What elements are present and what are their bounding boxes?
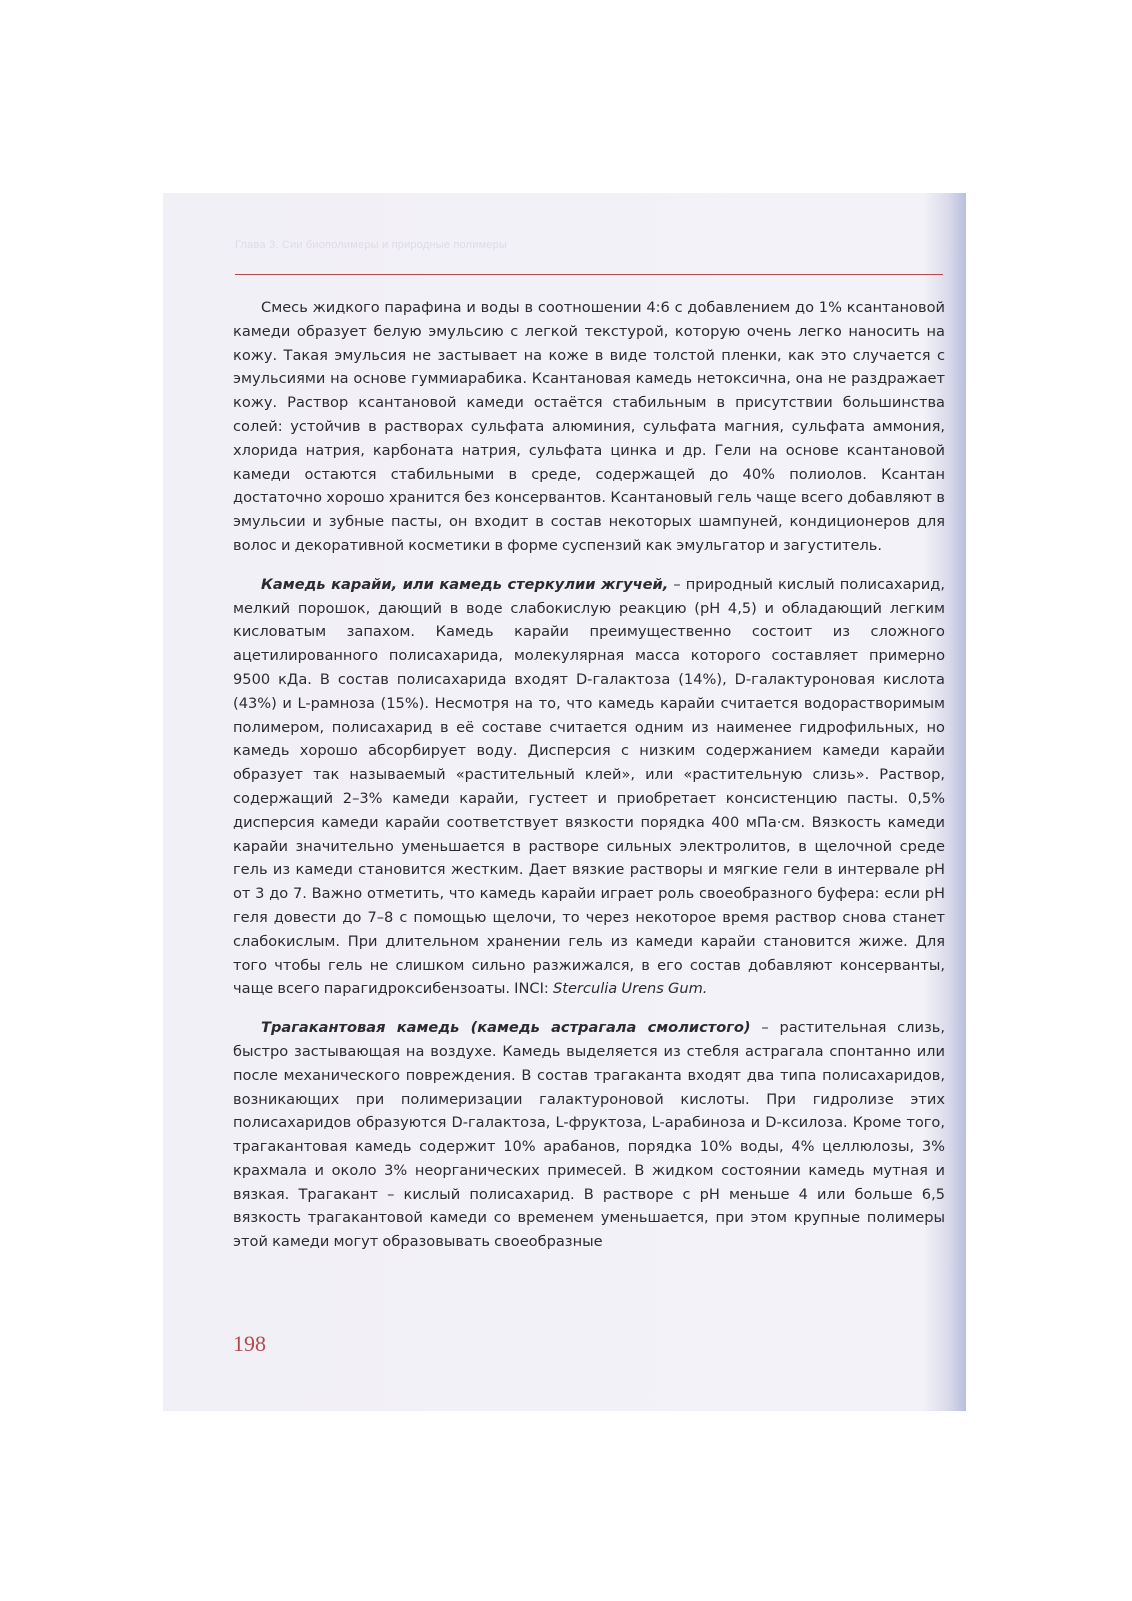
page-number: 198 <box>233 1331 266 1356</box>
body-text <box>233 296 945 1254</box>
paragraph-text: – природный кислый полисахарид, мелкий порошок, дающий в воде слабокислую реакцию (pH 4,5) и обладающий легким кисловатым запахом. Камедь карайи преимущественно состоит из сложного ацетилированного полисахарида, молекулярная масса которого составляет примерно 9500 кДа. В состав полисахарида входят D-галактоза (14%), D-галактуроновая кислота (43%) и L-рамноза (15%). Несмотря на то, что камедь карайи считается водорастворимым полимером, полисахарид в её составе считается одним из наименее гидрофильных, но камедь хорошо абсорбирует воду. Дисперсия с низким содержанием камеди карайи образует так называемый «растительный клей», или «растительную слизь». Раствор, содержащий 2–3% камеди карайи, густеет и приобретает консистенцию пасты. 0,5% дисперсия камеди карайи соответствует вязкости порядка 400 мПа·см. Вязкость камеди карайи значительно уменьшается в растворе сильных электролитов, в щелочной среде гель из камеди становится жестким. Дает вязкие растворы и мягкие гели в интервале pH от 3 до 7. Важно отметить, что камедь карайи играет роль своеобразного буфера: если pH геля довести до 7–8 с помощью щелочи, то через некоторое время раствор снова станет слабокислым. При длительном хранении гель из камеди карайи становится жиже. Для того чтобы гель не слишком сильно разжижался, в его состав добавляют консерванты, чаще всего парагидроксибензоаты. INCI: <box>233 575 946 998</box>
term-karaya: Камедь карайи, или камедь стеркулии жгучей, <box>261 575 669 593</box>
paragraph-xanthan <box>233 296 945 558</box>
term-tragacanth: Трагакантовая камедь (камедь астрагала смолистого) <box>261 1019 751 1037</box>
paragraph-text: – растительная слизь, быстро застывающая на воздухе. Камедь выделяется из стебля астрагала спонтанно или после механического повреждения. В состав трагаканта входят два типа полисахаридов, возникающих при полимеризации галактуроновой кислоты. При гидролизе этих полисахаридов образуются D-галактоза, L-фруктоза, L-арабиноза и D-ксилоза. Кроме того, трагакантовая камедь содержит 10% арабанов, порядка 10% воды, 4% целлюлозы, 3% крахмала и около 3% неорганических примесей. В жидком состоянии камедь мутная и вязкая. Трагакант – кислый полисахарид. В растворе с pH меньше 4 или больше 6,5 вязкость трагакантовой камеди со временем уменьшается, при этом крупные полимеры этой камеди могут образовывать своеобразные <box>233 1019 946 1251</box>
paragraph-tragacanth <box>233 1016 945 1254</box>
paragraph-text: Смесь жидкого парафина и воды в соотношении 4:6 с добавлением до 1% ксантановой камеди образует белую эмульсию с легкой текстурой, которую очень легко наносить на кожу. Такая эмульсия не застывает на коже в виде толстой пленки, как это случается с эмульсиями на основе гуммиарабика. Ксантановая камедь нетоксична, она не раздражает кожу. Раствор ксантановой камеди остаётся стабильным в присутствии большинства солей: устойчив в растворах сульфата алюминия, сульфата магния, сульфата аммония, хлорида натрия, карбоната натрия, сульфата цинка и др. Гели на основе ксантановой камеди остаются стабильными в среде, содержащей до 40% полиолов. Ксантан достаточно хорошо хранится без консервантов. Ксантановый гель чаще всего добавляют в эмульсии и зубные пасты, он входит в состав некоторых шампуней, кондиционеров для волос и декоративной косметики в форме суспензий как эмульгатор и загуститель. <box>233 299 945 554</box>
header-rule <box>235 274 943 275</box>
paragraph-karaya <box>233 573 945 1001</box>
book-page <box>163 193 966 1411</box>
running-header: Глава 3. Сии биополимеры и природные полимеры <box>235 239 508 251</box>
inci-name: Sterculia Urens Gum. <box>552 980 708 998</box>
